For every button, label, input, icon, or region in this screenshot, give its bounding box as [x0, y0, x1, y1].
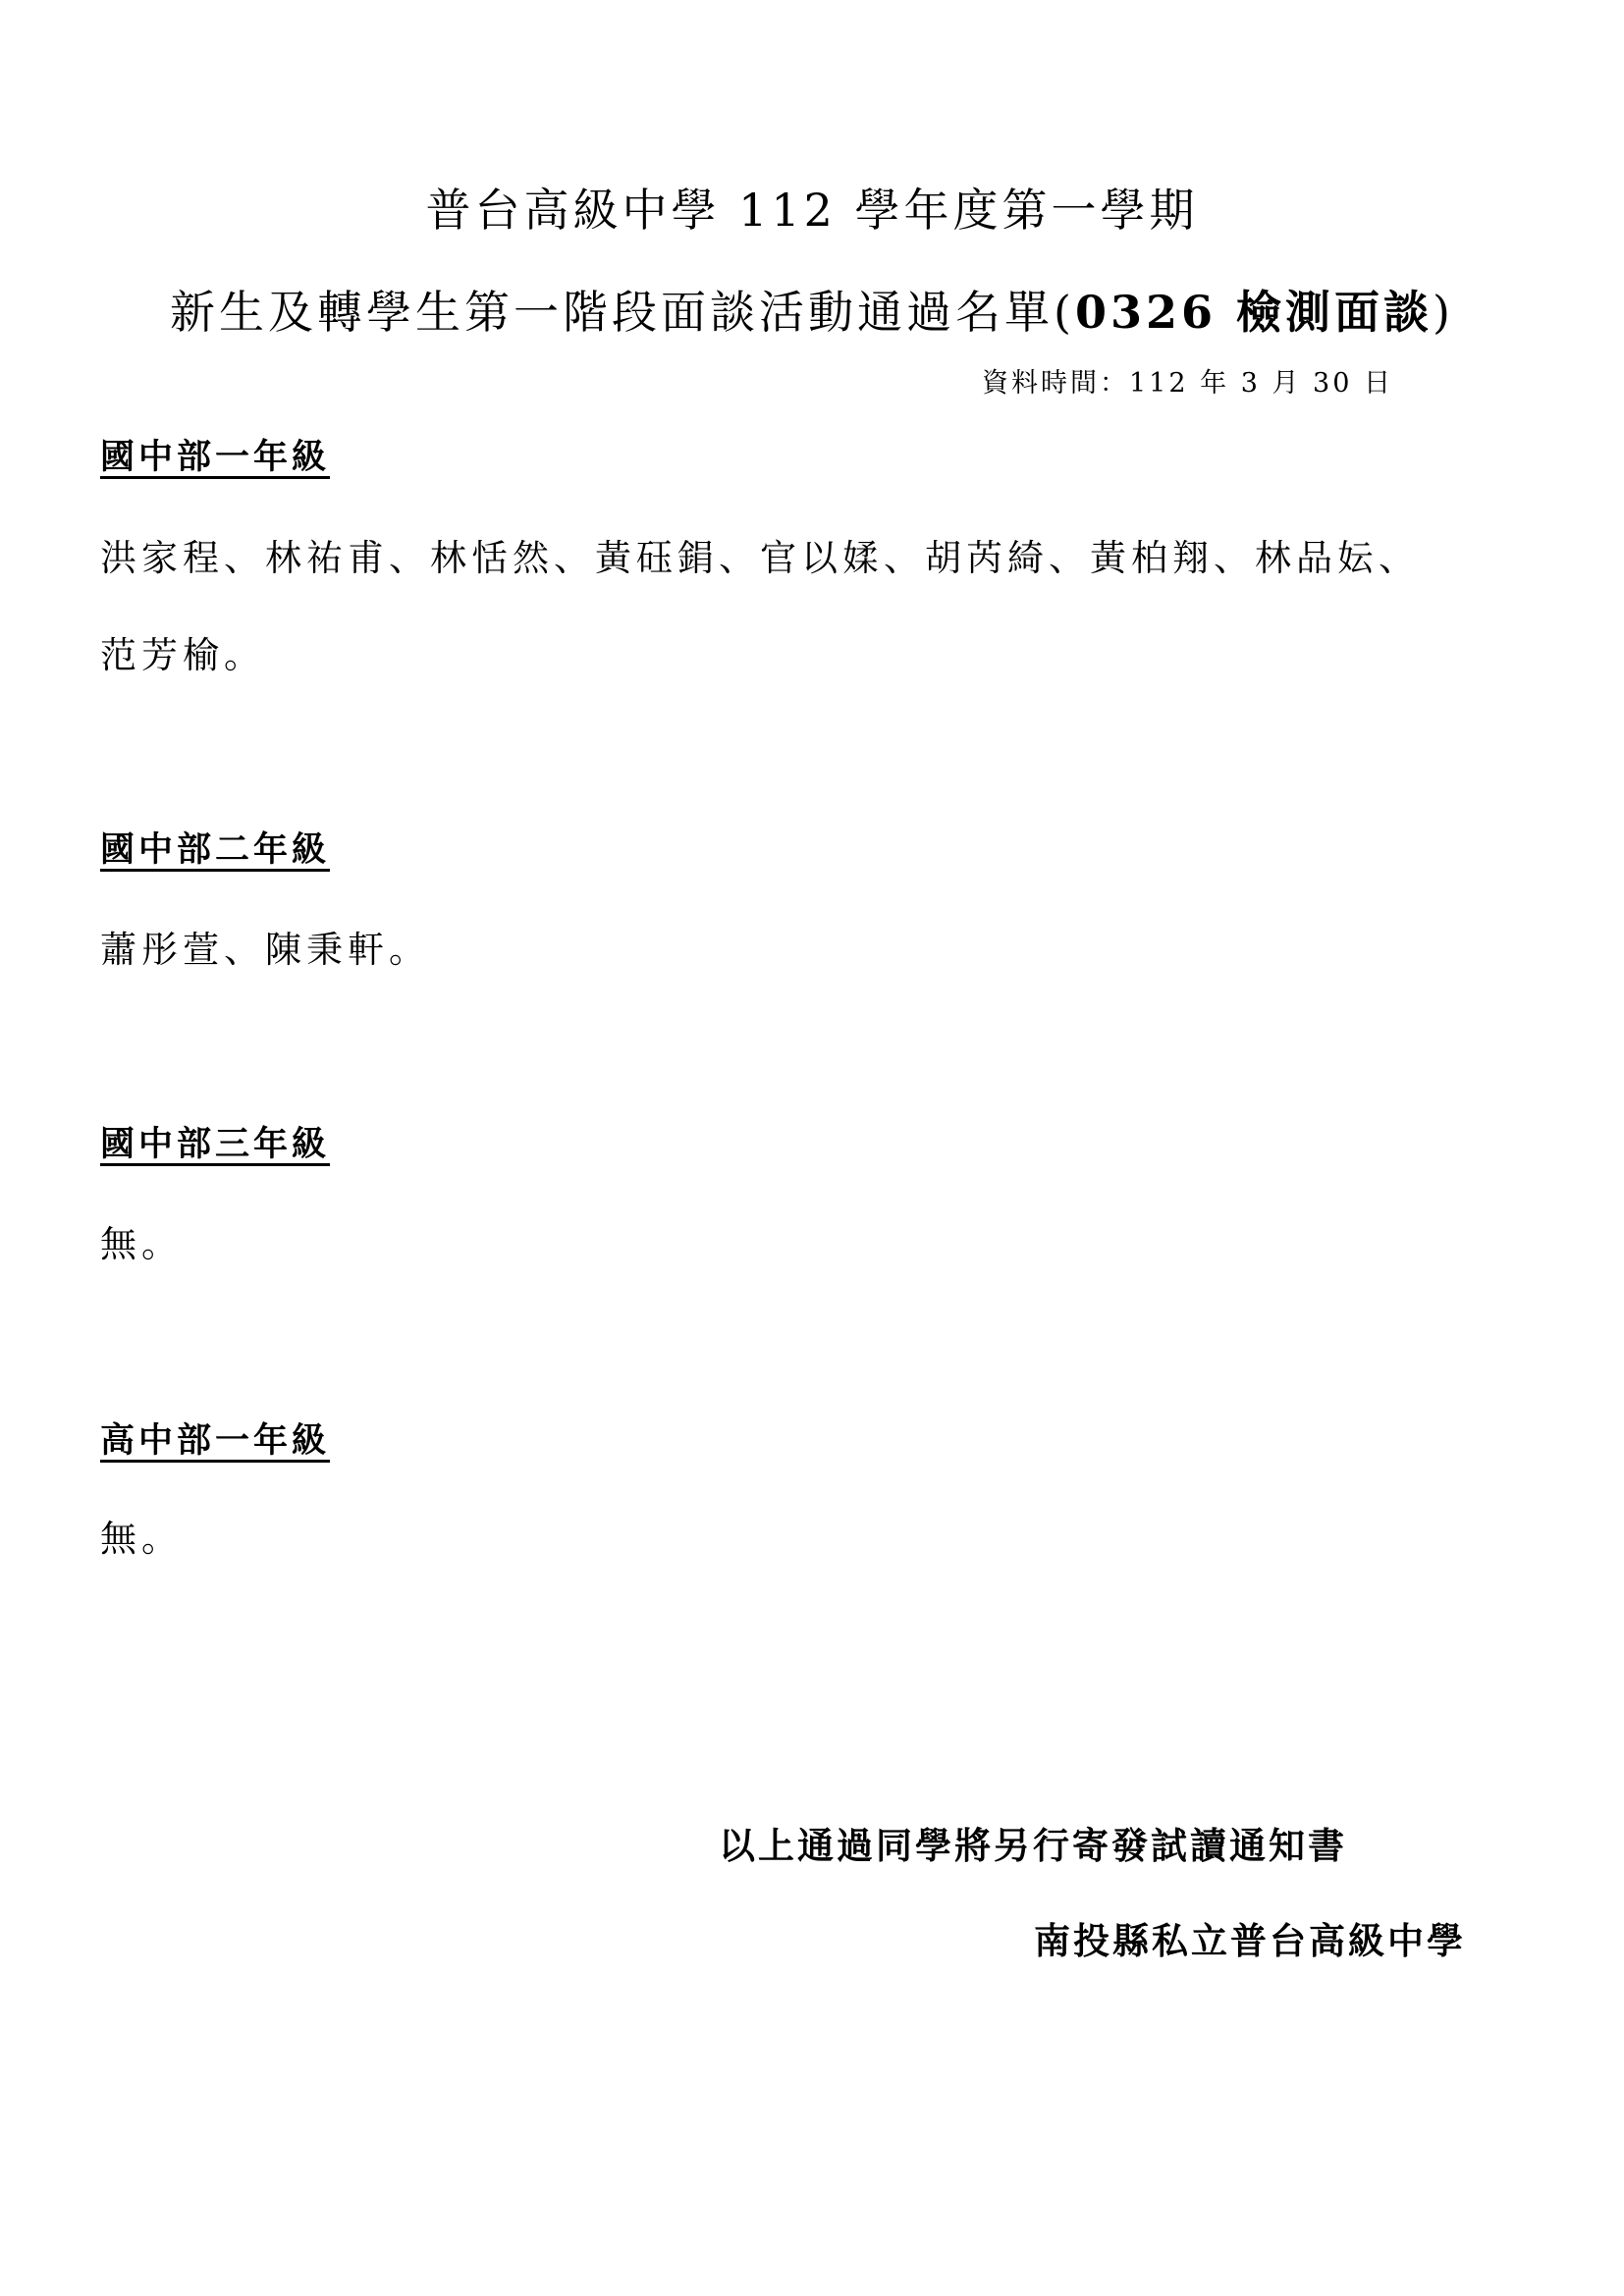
- footer-note: 以上通過同學將另行寄發試讀通知書: [719, 1824, 1347, 1867]
- subtitle-bold: 0326 檢測面談: [1074, 286, 1434, 339]
- section-heading-junior-grade-2: 國中部二年級: [100, 829, 331, 870]
- document-title: 普台高級中學 112 學年度第一學期: [425, 184, 1199, 237]
- section-names-junior-grade-2: 蕭彤萱、陳秉軒。: [100, 929, 430, 971]
- data-time: 資料時間：112 年 3 月 30 日: [982, 368, 1393, 399]
- section-names-junior-grade-1-line1: 洪家程、林祐甫、林恬然、黃砡鋗、官以媃、胡芮綺、黃柏翔、林品妘、: [100, 537, 1420, 579]
- section-heading-junior-grade-1: 國中部一年級: [100, 437, 331, 477]
- section-names-junior-grade-1-line2: 范芳榆。: [100, 634, 265, 676]
- section-names-senior-grade-1: 無。: [100, 1518, 183, 1560]
- document-subtitle: [0, 277, 1624, 342]
- footer-school-name: 南投縣私立普台高級中學: [1034, 1919, 1466, 1962]
- subtitle-prefix: 新生及轉學生第一階段面談活動通過名單(: [170, 286, 1075, 339]
- section-heading-senior-grade-1: 高中部一年級: [100, 1420, 331, 1461]
- section-names-junior-grade-3: 無。: [100, 1223, 183, 1265]
- subtitle-suffix: ): [1433, 286, 1454, 339]
- section-heading-junior-grade-3: 國中部三年級: [100, 1124, 331, 1164]
